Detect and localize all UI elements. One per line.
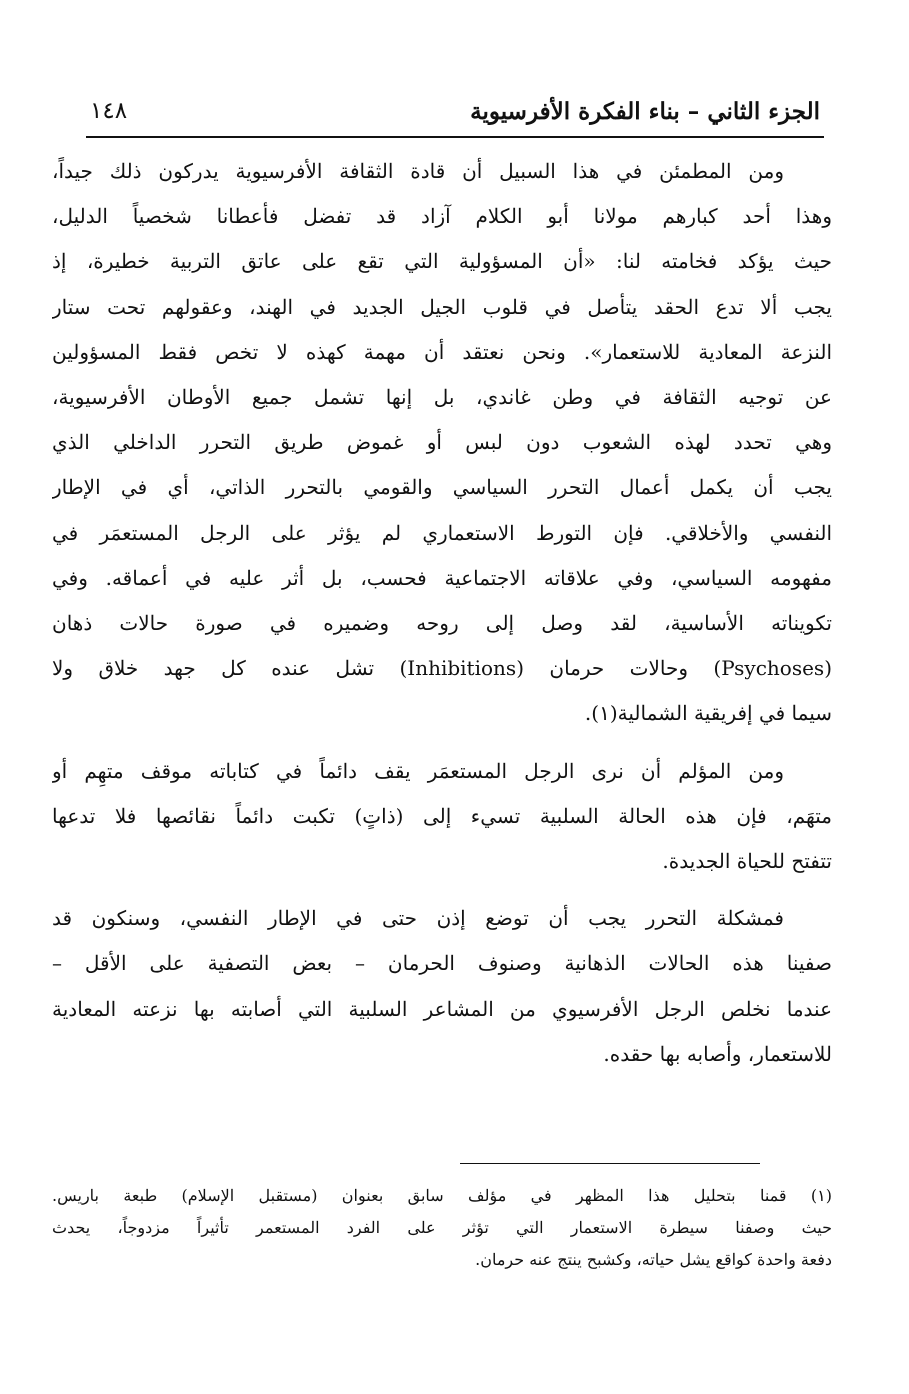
running-title: الجزء الثاني – بناء الفكرة الأفرسيوية [470, 98, 820, 125]
footnote-line: حيث وصفنا سيطرة الاستعمار التي تؤثر على الفرد المستعمر تأثيراً مزدوجاً، يحدث [52, 1218, 832, 1237]
footnotes [52, 1180, 832, 1276]
paragraph-2 [52, 749, 832, 885]
text-line: النفسي والأخلاقي. فإن التورط الاستعماري لم يؤثر على الرجل المستعمَر في [52, 520, 832, 545]
text-line: عندما نخلص الرجل الأفرسيوي من المشاعر السلبية التي أصابته بها نزعته المعادية [52, 996, 832, 1021]
text-line: سيما في إفريقية الشمالية(١). [584, 701, 832, 726]
text-line: النزعة المعادية للاستعمار». ونحن نعتقد أن مهمة كهذه لا تخص فقط المسؤولين [52, 339, 832, 364]
text-line: حيث يؤكد فخامته لنا: «أن المسؤولية التي تقع على عاتق التربية خطيرة، إذ [52, 249, 832, 274]
paragraph-1 [52, 149, 832, 737]
footnote-line: دفعة واحدة كواقع يشل حياته، وكشبح ينتج عنه حرمان. [475, 1250, 832, 1269]
body-text [52, 149, 832, 1077]
text-line: يجب أن يكمل أعمال التحرر السياسي والقومي بالتحرر الذاتي، أي في الإطار [52, 475, 832, 500]
text-line: يجب ألا تدع الحقد يتأصل في قلوب الجيل الجديد في الهند، وعقولهم تحت ستار [52, 294, 832, 319]
text-line: وهذا أحد كبارهم مولانا أبو الكلام آزاد قد تفضل فأعطانا شخصياً الدليل، [52, 204, 832, 229]
text-line: مفهومه السياسي، وفي علاقاته الاجتماعية فحسب، بل أثر عليه في أعماقه. وفي [52, 565, 832, 590]
footnote-separator [460, 1163, 760, 1164]
page-header [90, 96, 820, 132]
text-line: ومن المؤلم أن نرى الرجل المستعمَر يقف دائماً في كتاباته موقف متهِم أو [52, 758, 784, 783]
text-line: وهي تحدد لهذه الشعوب دون لبس أو غموض طريق التحرر الداخلي الذي [52, 430, 832, 455]
text-line: للاستعمار، وأصابه بها حقده. [603, 1041, 832, 1066]
paragraph-3 [52, 896, 832, 1077]
page-number: ١٤٨ [90, 98, 128, 124]
text-line: صفينا هذه الحالات الذهانية وصنوف الحرمان – بعض التصفية على الأقل – [52, 951, 832, 976]
footnote-line: (١) قمنا بتحليل هذا المظهر في مؤلف سابق بعنوان (مستقبل الإسلام) طبعة باريس. [52, 1186, 832, 1205]
text-line: تتفتح للحياة الجديدة. [662, 849, 832, 874]
text-line: ومن المطمئن في هذا السبيل أن قادة الثقافة الأفرسيوية يدركون ذلك جيداً، [52, 159, 784, 183]
text-line: تكويناته الأساسية، لقد وصل إلى روحه وضميره في صورة حالات ذهان [52, 611, 832, 636]
header-rule [86, 136, 824, 138]
text-line: (Psychoses) وحالات حرمان (Inhibitions) تشل عنده كل جهد خلاق ولا [52, 656, 832, 681]
text-line: فمشكلة التحرر يجب أن توضع إذن حتى في الإطار النفسي، وسنكون قد [52, 906, 784, 931]
text-line: متهَم، فإن هذه الحالة السلبية تسيء إلى (ذاتٍ) تكبت دائماً نقائصها فلا تدعها [52, 803, 832, 828]
text-line: عن توجيه الثقافة في وطن غاندي، بل إنها تشمل جميع الأوطان الأفرسيوية، [52, 385, 832, 410]
